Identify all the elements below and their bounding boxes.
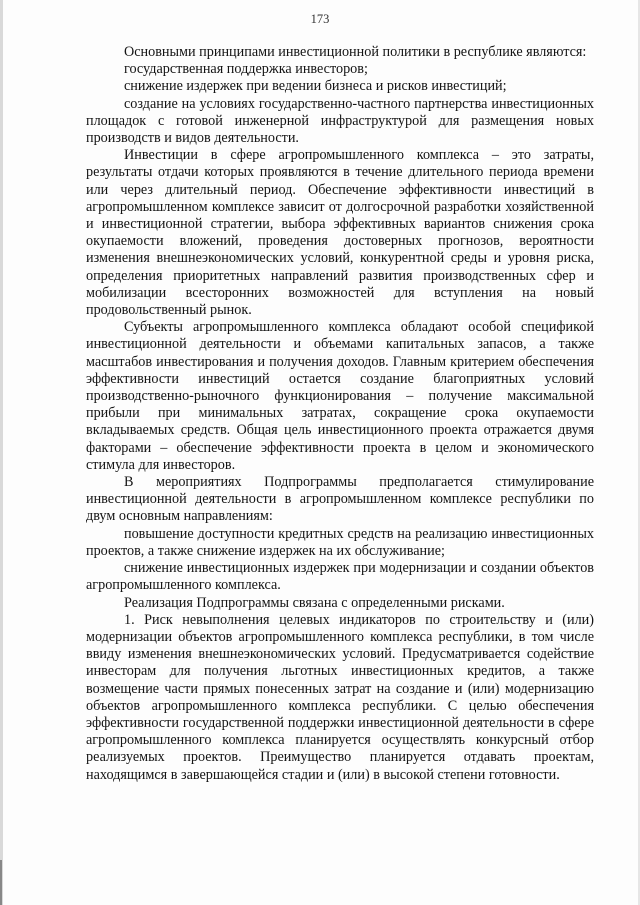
list-item: повышение доступности кредитных средств на реализацию инвестиционных проектов, а также снижение издержек на их обслуживание; <box>86 525 594 559</box>
list-item: снижение инвестиционных издержек при модернизации и создании объектов агропромышленного комплекса. <box>86 560 594 594</box>
scan-edge-left <box>0 0 3 905</box>
page-number: 173 <box>310 12 330 26</box>
paragraph-subjects-specifics: Субъекты агропромышленного комплекса обладают особой спецификой инвестиционной деятельности и объемами капитальных запасов, а также масштабов инвестирования и получения доходов. Главным критерием обеспечения эффективности инвестиций остается создание благоприятных условий производственно-рыночного функционирования – получение максимальной прибыли при минимальных затратах, сокращение срока окупаемости вкладываемых средств. Общая цель инвестиционного проекта отражается двумя факторами – обеспечение эффективности проекта в целом и экономического стимула для инвесторов. <box>86 319 594 473</box>
document-body <box>86 44 594 784</box>
paragraph-risks-intro: Реализация Подпрограммы связана с определенными рисками. <box>124 594 505 611</box>
list-item: снижение издержек при ведении бизнеса и рисков инвестиций; <box>124 78 507 95</box>
scan-margin-mark <box>0 860 2 905</box>
paragraph-risk-1: 1. Риск невыполнения целевых индикаторов по строительству и (или) модернизации объектов агропромышленного комплекса республики, в том числе ввиду изменения внешнеэкономических условий. Предусматривается содействие инвесторам для получения льготных инвестиционных кредитов, а также возмещение части прямых понесенных затрат на создание и (или) модернизацию объектов агропромышленного комплекса республики. С целью обеспечения эффективности государственной поддержки инвестиционной деятельности в сфере агропромышленного комплекса планируется осуществлять конкурсный отбор реализуемых проектов. Преимущество планируется отдавать проектам, находящимся в завершающейся стадии и (или) в высокой степени готовности. <box>86 611 594 783</box>
paragraph-subprogram-measures: В мероприятиях Подпрограммы предполагается стимулирование инвестиционной деятельности в агропромышленном комплексе республики по двум основным направлениям: <box>86 474 594 525</box>
list-item: государственная поддержка инвесторов; <box>124 61 368 78</box>
list-item: создание на условиях государственно-частного партнерства инвестиционных площадок с готовой инженерной инфраструктурой для размещения новых производств и видов деятельности. <box>86 95 594 147</box>
paragraph-investments-definition: Инвестиции в сфере агропромышленного комплекса – это затраты, результаты отдачи которых проявляются в течение длительного периода времени или через длительный период. Обеспечение эффективности инвестиций в агропромышленном комплексе зависит от долгосрочной разработки хозяйственной и инвестиционной стратегии, выбора эффективных вариантов снижения срока окупаемости вложений, проведения достоверных прогнозов, вероятности изменения внешнеэкономических условий, конкурентной среды и уровня риска, определения приоритетных направлений развития производственных сфер и мобилизации всесторонних возможностей для вступления на новый продовольственный рынок. <box>86 147 594 319</box>
paragraph-principles-intro: Основными принципами инвестиционной политики в республике являются: <box>124 44 587 60</box>
